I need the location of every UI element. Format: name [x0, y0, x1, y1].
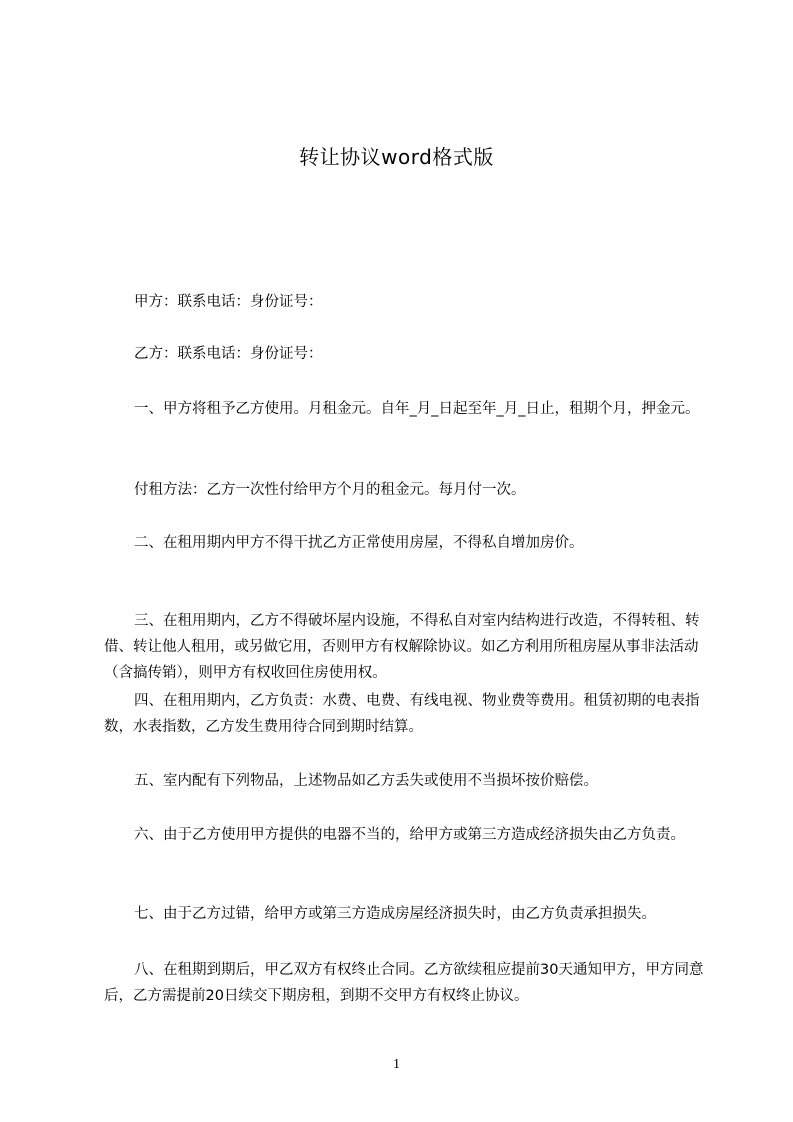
- page-number: 1: [393, 1057, 400, 1072]
- clause-5: 五、室内配有下列物品，上述物品如乙方丢失或使用不当损坏按价赔偿。: [134, 773, 598, 789]
- payment-method: 付租方法：乙方一次性付给甲方个月的租金元。每月付一次。: [134, 482, 526, 498]
- clause-3: 三、在租用期内，乙方不得破坏屋内设施，不得私自对室内结构进行改造，不得转租、转借、转让他人租用，或另做它用，否则甲方有权解除协议。如乙方利用所租房屋从事非法活动（含搞传销），则甲方有权收回住房使用权。: [104, 613, 700, 681]
- clause-2: 二、在租用期内甲方不得干扰乙方正常使用房屋，不得私自增加房价。: [134, 535, 584, 551]
- clause-4: 四、在租用期内，乙方负责：水费、电费、有线电视、物业费等费用。租赁初期的电表指数，水表指数，乙方发生费用待合同到期时结算。: [104, 693, 700, 735]
- clause-7: 七、由于乙方过错，给甲方或第三方造成房屋经济损失时，由乙方负责承担损失。: [134, 906, 656, 922]
- document-title: 转让协议word格式版: [299, 145, 494, 169]
- party-a-line: 甲方：联系电话：身份证号：: [134, 294, 323, 310]
- clause-1: 一、甲方将租予乙方使用。月租金元。自年_月_日起至年_月_日止，租期个月，押金元。: [134, 401, 700, 417]
- clause-6: 六、由于乙方使用甲方提供的电器不当的，给甲方或第三方造成经济损失由乙方负责。: [134, 827, 685, 843]
- clause-8: 八、在租期到期后，甲乙双方有权终止合同。乙方欲续租应提前30天通知甲方，甲方同意后，乙方需提前20日续交下期房租，到期不交甲方有权终止协议。: [104, 962, 704, 1004]
- party-b-line: 乙方：联系电话：身份证号：: [134, 346, 323, 362]
